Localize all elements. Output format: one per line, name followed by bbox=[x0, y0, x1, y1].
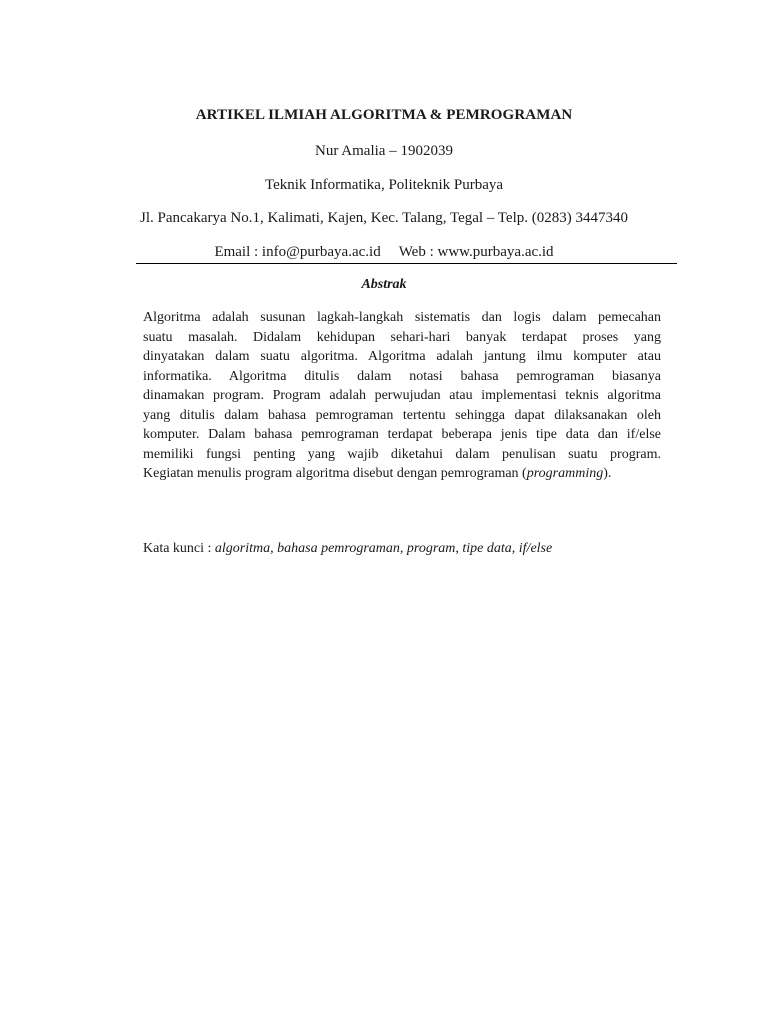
header-divider bbox=[136, 263, 677, 264]
article-title: ARTIKEL ILMIAH ALGORITMA & PEMROGRAMAN bbox=[195, 107, 573, 123]
author-line: Nur Amalia – 1902039 bbox=[315, 143, 453, 159]
web-text: Web : www.purbaya.ac.id bbox=[398, 244, 554, 260]
address-line: Jl. Pancakarya No.1, Kalimati, Kajen, Kec. Talang, Tegal – Telp. (0283) 3447340 bbox=[140, 210, 628, 226]
abstract-heading: Abstrak bbox=[361, 277, 407, 292]
abstract-line: dinamakan program. Program adalah perwujudan atau implementasi teknis algoritma bbox=[143, 388, 661, 403]
abstract-line: memiliki fungsi penting yang wajib diketahui dalam penulisan suatu program. bbox=[143, 446, 661, 462]
abstract-line: komputer. Dalam bahasa pemrograman terdapat beberapa jenis tipe data dan if/else bbox=[143, 427, 661, 442]
abstract-line: yang ditulis dalam bahasa pemrograman tertentu sehingga dapat dilaksanakan oleh bbox=[143, 407, 661, 423]
abstract-line: dinyatakan dalam suatu algoritma. Algoritma adalah jantung ilmu komputer atau bbox=[143, 349, 661, 364]
keywords-label: Kata kunci : bbox=[143, 541, 212, 556]
abstract-line-last bbox=[143, 464, 661, 484]
abstract-last-italic: programming bbox=[526, 466, 604, 481]
abstract-line: Algoritma adalah susunan lagkah-langkah sistematis dan logis dalam pemecahan bbox=[143, 310, 661, 325]
contact-line bbox=[0, 244, 768, 261]
keywords-terms: algoritma, bahasa pemrograman, program, tipe data, if/else bbox=[214, 541, 553, 556]
abstract-line: suatu masalah. Didalam kehidupan sehari-hari banyak terdapat proses yang bbox=[143, 329, 661, 345]
abstract-line: informatika. Algoritma ditulis dalam notasi bahasa pemrograman biasanya bbox=[143, 368, 661, 384]
abstract-last-suffix: ). bbox=[603, 466, 612, 481]
keywords-line bbox=[143, 541, 552, 557]
abstract-body bbox=[143, 308, 661, 484]
email-text: Email : info@purbaya.ac.id bbox=[214, 244, 381, 260]
abstract-last-prefix: Kegiatan menulis program algoritma disebut dengan pemrograman ( bbox=[143, 466, 527, 481]
affiliation-line: Teknik Informatika, Politeknik Purbaya bbox=[264, 177, 504, 193]
